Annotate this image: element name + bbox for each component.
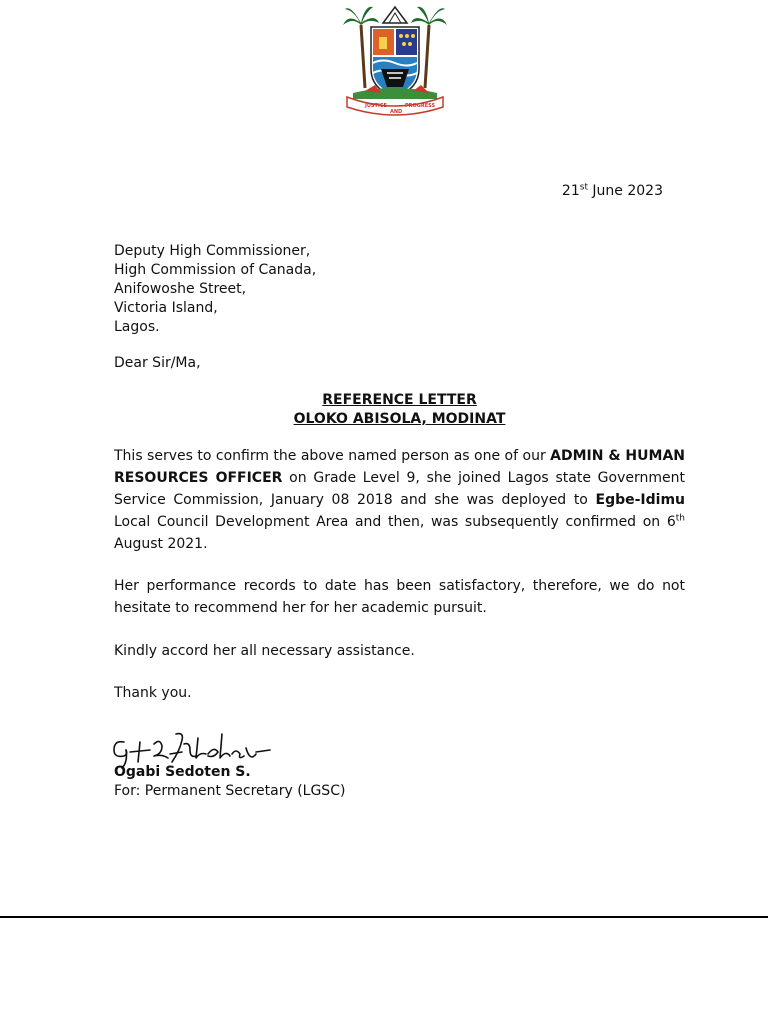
address-line: Anifowoshe Street, [114, 281, 247, 297]
crest-motto-left: JUSTICE [365, 103, 387, 109]
signer-title: For: Permanent Secretary (LGSC) [114, 783, 346, 799]
date-month-year: June 2023 [587, 183, 663, 199]
address-line: High Commission of Canada, [114, 262, 317, 278]
recipient-address [114, 242, 316, 337]
footer-divider [0, 916, 768, 918]
p1-text-e: Local Council Development Area and then, was subsequently confirmed on 6 [114, 514, 676, 530]
p1-text-a: This serves to confirm the above named person as one of our [114, 448, 551, 464]
p1-text-c: on Grade Level 9, she joined Lagos state Government Service Commission, January 08 2018 and she was deployed to [114, 470, 685, 508]
crest-motto-right: PROGRESS [405, 103, 436, 109]
address-line: Lagos. [114, 319, 160, 335]
address-line: Victoria Island, [114, 300, 218, 316]
signer-name: Ogabi Sedoten S. [114, 764, 251, 780]
p1-lcda: Egbe-Idimu [595, 492, 685, 508]
letter-subject [114, 391, 685, 429]
address-line: Deputy High Commissioner, [114, 243, 311, 259]
date-day: 21 [561, 183, 580, 199]
letter-date [562, 182, 663, 200]
date-suffix: st [579, 182, 588, 193]
paragraph-confirmation [114, 445, 685, 555]
paragraph-assistance: Kindly accord her all necessary assistance. [114, 643, 415, 659]
p1-text-g: August 2021. [114, 536, 208, 552]
p1-ordinal: th [675, 513, 685, 524]
crest-motto-center: AND [390, 109, 403, 115]
subject-title: REFERENCE LETTER [322, 392, 477, 408]
paragraph-performance: Her performance records to date has been satisfactory, therefore, we do not hesitate to recommend her for her academic pursuit. [114, 578, 685, 616]
subject-name: OLOKO ABISOLA, MODINAT [293, 411, 506, 427]
lagos-state-crest-logo [343, 3, 447, 117]
paragraph-thanks: Thank you. [114, 685, 192, 701]
p1-position: ADMIN & HUMAN RESOURCES OFFICER [114, 448, 685, 486]
salutation: Dear Sir/Ma, [114, 355, 201, 371]
signer-block [114, 763, 345, 801]
